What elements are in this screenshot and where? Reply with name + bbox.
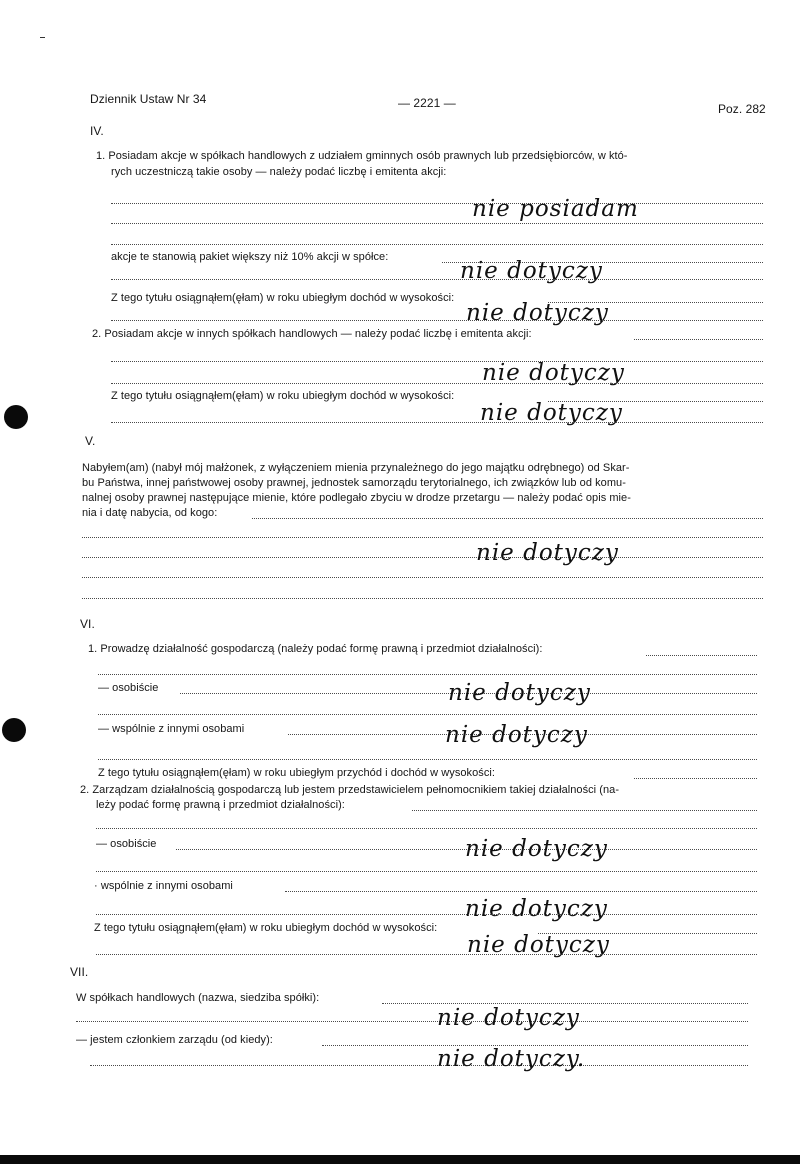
answer-line <box>96 954 757 955</box>
answer-line <box>90 1065 748 1066</box>
answer-line <box>111 279 763 280</box>
answer-line <box>98 714 757 715</box>
answer-line <box>111 223 763 224</box>
section-vi-q2-line1: 2. Zarządzam działalnością gospodarczą lub jestem przedstawicielem pełnomocnikiem takiej działalności (na- <box>80 784 620 796</box>
section-v-line2: bu Państwa, innej państwowej osoby prawnej, jednostek samorządu terytorialnego, ich związków lub od komu- <box>82 477 626 489</box>
section-v-line1: Nabyłem(am) (nabył mój małżonek, z wyłączeniem mienia przynależnego do jego majątku odrębnego) od Skar- <box>82 462 630 474</box>
section-v-line3: nalnej osoby prawnej następujące mienie, które podlegało zbyciu w drodze przetargu — należy podać opis mie- <box>82 492 631 504</box>
position-number: Poz. 282 <box>718 102 766 116</box>
section-iv-title: IV. <box>90 124 104 138</box>
section-iv-q1-line2: rych uczestniczą takie osoby — należy podać liczbę i emitenta akcji: <box>111 166 447 178</box>
handwritten-answer-vii-2: nie dotyczy. <box>437 1046 586 1072</box>
handwritten-answer-iv-1: nie posiadam <box>472 196 639 222</box>
section-vi-przychod-label: Z tego tytułu osiągnąłem(ęłam) w roku ubiegłym przychód i dochód w wysokości: <box>98 767 495 779</box>
answer-line <box>285 891 757 892</box>
section-vii-zarzad-label: — jestem członkiem zarządu (od kiedy): <box>76 1034 273 1046</box>
answer-line <box>634 778 757 779</box>
section-vi-title: VI. <box>80 617 95 631</box>
section-v-title: V. <box>85 434 96 448</box>
punch-hole-lower <box>2 718 26 742</box>
answer-line <box>111 320 763 321</box>
page-number: — 2221 — <box>398 96 456 110</box>
handwritten-answer-iv-4: nie dotyczy <box>482 360 625 386</box>
answer-line <box>111 422 763 423</box>
answer-line <box>82 577 763 578</box>
answer-line <box>82 598 763 599</box>
answer-line <box>646 655 757 656</box>
answer-line <box>111 383 763 384</box>
answer-line <box>96 914 757 915</box>
handwritten-answer-iv-3: nie dotyczy <box>466 300 609 326</box>
handwritten-answer-vii-1: nie dotyczy <box>437 1005 580 1031</box>
answer-line <box>82 557 763 558</box>
section-iv-q2: 2. Posiadam akcje w innych spółkach handlowych — należy podać liczbę i emitenta akcji: <box>92 328 532 340</box>
section-iv-pakiet-label: akcje te stanowią pakiet większy niż 10% akcji w spółce: <box>111 251 389 263</box>
handwritten-answer-v-1: nie dotyczy <box>476 540 619 566</box>
section-vi-wspolnie-2: · wspólnie z innymi osobami <box>94 880 233 892</box>
answer-line <box>82 537 763 538</box>
handwritten-answer-vi-3: nie dotyczy <box>465 836 608 862</box>
answer-line <box>111 244 763 245</box>
answer-line <box>634 339 763 340</box>
section-v-line4: nia i datę nabycia, od kogo: <box>82 507 218 519</box>
handwritten-answer-iv-5: nie dotyczy <box>480 400 623 426</box>
handwritten-answer-iv-2: nie dotyczy <box>460 258 603 284</box>
answer-line <box>111 361 763 362</box>
answer-line <box>98 759 757 760</box>
section-vi-wspolnie-1: — wspólnie z innymi osobami <box>98 723 245 735</box>
journal-title: Dziennik Ustaw Nr 34 <box>90 92 207 106</box>
answer-line <box>252 518 763 519</box>
section-iv-dochod-label-1: Z tego tytułu osiągnąłem(ęłam) w roku ubiegłym dochód w wysokości: <box>111 292 455 304</box>
handwritten-answer-vi-1: nie dotyczy <box>448 680 591 706</box>
section-vi-osobiscie-2: — osobiście <box>96 838 157 850</box>
answer-line <box>412 810 757 811</box>
section-vii-spolki-label: W spółkach handlowych (nazwa, siedziba spółki): <box>76 992 320 1004</box>
handwritten-answer-vi-2: nie dotyczy <box>445 722 588 748</box>
answer-line <box>111 203 763 204</box>
handwritten-answer-vi-4: nie dotyczy <box>465 896 608 922</box>
answer-line <box>382 1003 748 1004</box>
scan-bottom-edge <box>0 1155 800 1164</box>
section-vi-q1: 1. Prowadzę działalność gospodarczą (należy podać formę prawną i przedmiot działalności): <box>88 643 543 655</box>
section-iv-dochod-label-2: Z tego tytułu osiągnąłem(ęłam) w roku ubiegłym dochód w wysokości: <box>111 390 455 402</box>
handwritten-answer-vi-5: nie dotyczy <box>467 932 610 958</box>
section-vi-osobiscie-1: — osobiście <box>98 682 159 694</box>
answer-line <box>96 828 757 829</box>
section-vii-title: VII. <box>70 965 89 979</box>
answer-line <box>98 674 757 675</box>
scan-speck <box>40 37 45 38</box>
answer-line <box>96 871 757 872</box>
punch-hole-upper <box>4 405 28 429</box>
section-iv-q1-line1: 1. Posiadam akcje w spółkach handlowych z udziałem gminnych osób prawnych lub przedsiębiorców, w któ- <box>96 150 628 162</box>
answer-line <box>76 1021 748 1022</box>
section-vi-dochod-label: Z tego tytułu osiągnąłem(ęłam) w roku ubiegłym dochód w wysokości: <box>94 922 438 934</box>
section-vi-q2-line2: leży podać formę prawną i przedmiot działalności): <box>96 799 345 811</box>
